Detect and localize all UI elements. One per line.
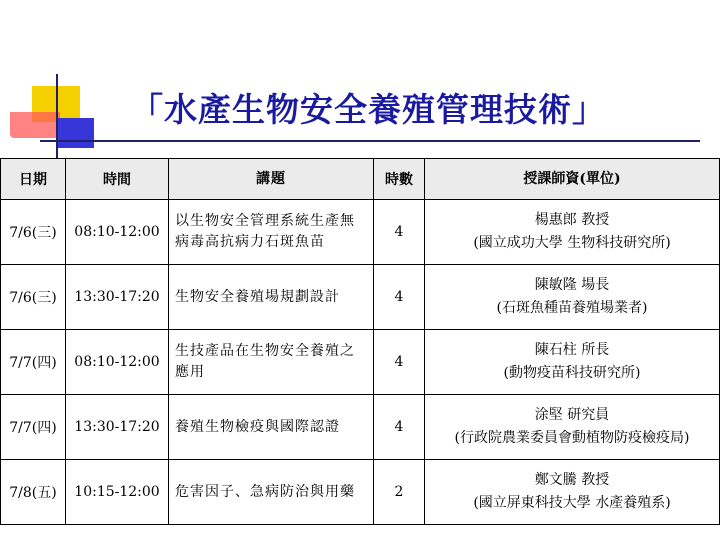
cell-time: 13:30-17:20 — [66, 265, 169, 330]
header-hours: 時數 — [374, 159, 425, 200]
cell-hours: 2 — [374, 460, 425, 525]
table-row — [1, 200, 720, 265]
instructor-affiliation: (行政院農業委員會動植物防疫檢疫局) — [454, 430, 690, 446]
decor-blue-square — [58, 118, 94, 148]
cell-instructor — [425, 395, 720, 460]
cell-topic: 以生物安全管理系統生產無病毒高抗病力石斑魚苗 — [169, 200, 374, 265]
cell-date: 7/6(三) — [1, 200, 66, 265]
cell-topic: 危害因子、急病防治與用藥 — [169, 460, 374, 525]
instructor-affiliation: (國立成功大學 生物科技研究所) — [473, 235, 671, 251]
cell-hours: 4 — [374, 265, 425, 330]
instructor-affiliation: (動物疫苗科技研究所) — [503, 365, 641, 381]
cell-time: 08:10-12:00 — [66, 330, 169, 395]
instructor-name: 涂堅 研究員 — [534, 407, 610, 423]
table-row — [1, 330, 720, 395]
header-topic: 講題 — [169, 159, 374, 200]
slide-title: 「水產生物安全養殖管理技術」 — [130, 90, 606, 129]
instructor-name: 陳石柱 所長 — [534, 342, 610, 358]
decor-red-square — [10, 112, 60, 138]
cell-time: 08:10-12:00 — [66, 200, 169, 265]
header-date: 日期 — [1, 159, 66, 200]
schedule-table — [0, 158, 720, 525]
decor-horizontal-line — [40, 140, 700, 142]
cell-hours: 4 — [374, 330, 425, 395]
cell-instructor — [425, 330, 720, 395]
table-row — [1, 460, 720, 525]
instructor-name: 楊惠郎 教授 — [534, 212, 610, 228]
cell-time: 13:30-17:20 — [66, 395, 169, 460]
cell-instructor — [425, 200, 720, 265]
table-row — [1, 395, 720, 460]
cell-topic: 養殖生物檢疫與國際認證 — [169, 395, 374, 460]
instructor-name: 鄭文騰 教授 — [534, 472, 610, 488]
cell-time: 10:15-12:00 — [66, 460, 169, 525]
cell-date: 7/6(三) — [1, 265, 66, 330]
cell-instructor — [425, 265, 720, 330]
cell-hours: 4 — [374, 200, 425, 265]
cell-date: 7/7(四) — [1, 330, 66, 395]
cell-date: 7/7(四) — [1, 395, 66, 460]
instructor-affiliation: (國立屏東科技大學 水產養殖系) — [473, 495, 671, 511]
cell-date: 7/8(五) — [1, 460, 66, 525]
cell-hours: 4 — [374, 395, 425, 460]
decor-vertical-line — [56, 74, 58, 160]
cell-topic: 生技產品在生物安全養殖之應用 — [169, 330, 374, 395]
header-instructor: 授課師資(單位) — [425, 159, 720, 200]
cell-topic: 生物安全養殖場規劃設計 — [169, 265, 374, 330]
instructor-affiliation: (石斑魚種苗養殖場業者) — [496, 300, 648, 316]
table-header-row — [1, 159, 720, 200]
instructor-name: 陳敏隆 場長 — [534, 277, 610, 293]
cell-instructor — [425, 460, 720, 525]
table-row — [1, 265, 720, 330]
header-time: 時間 — [66, 159, 169, 200]
